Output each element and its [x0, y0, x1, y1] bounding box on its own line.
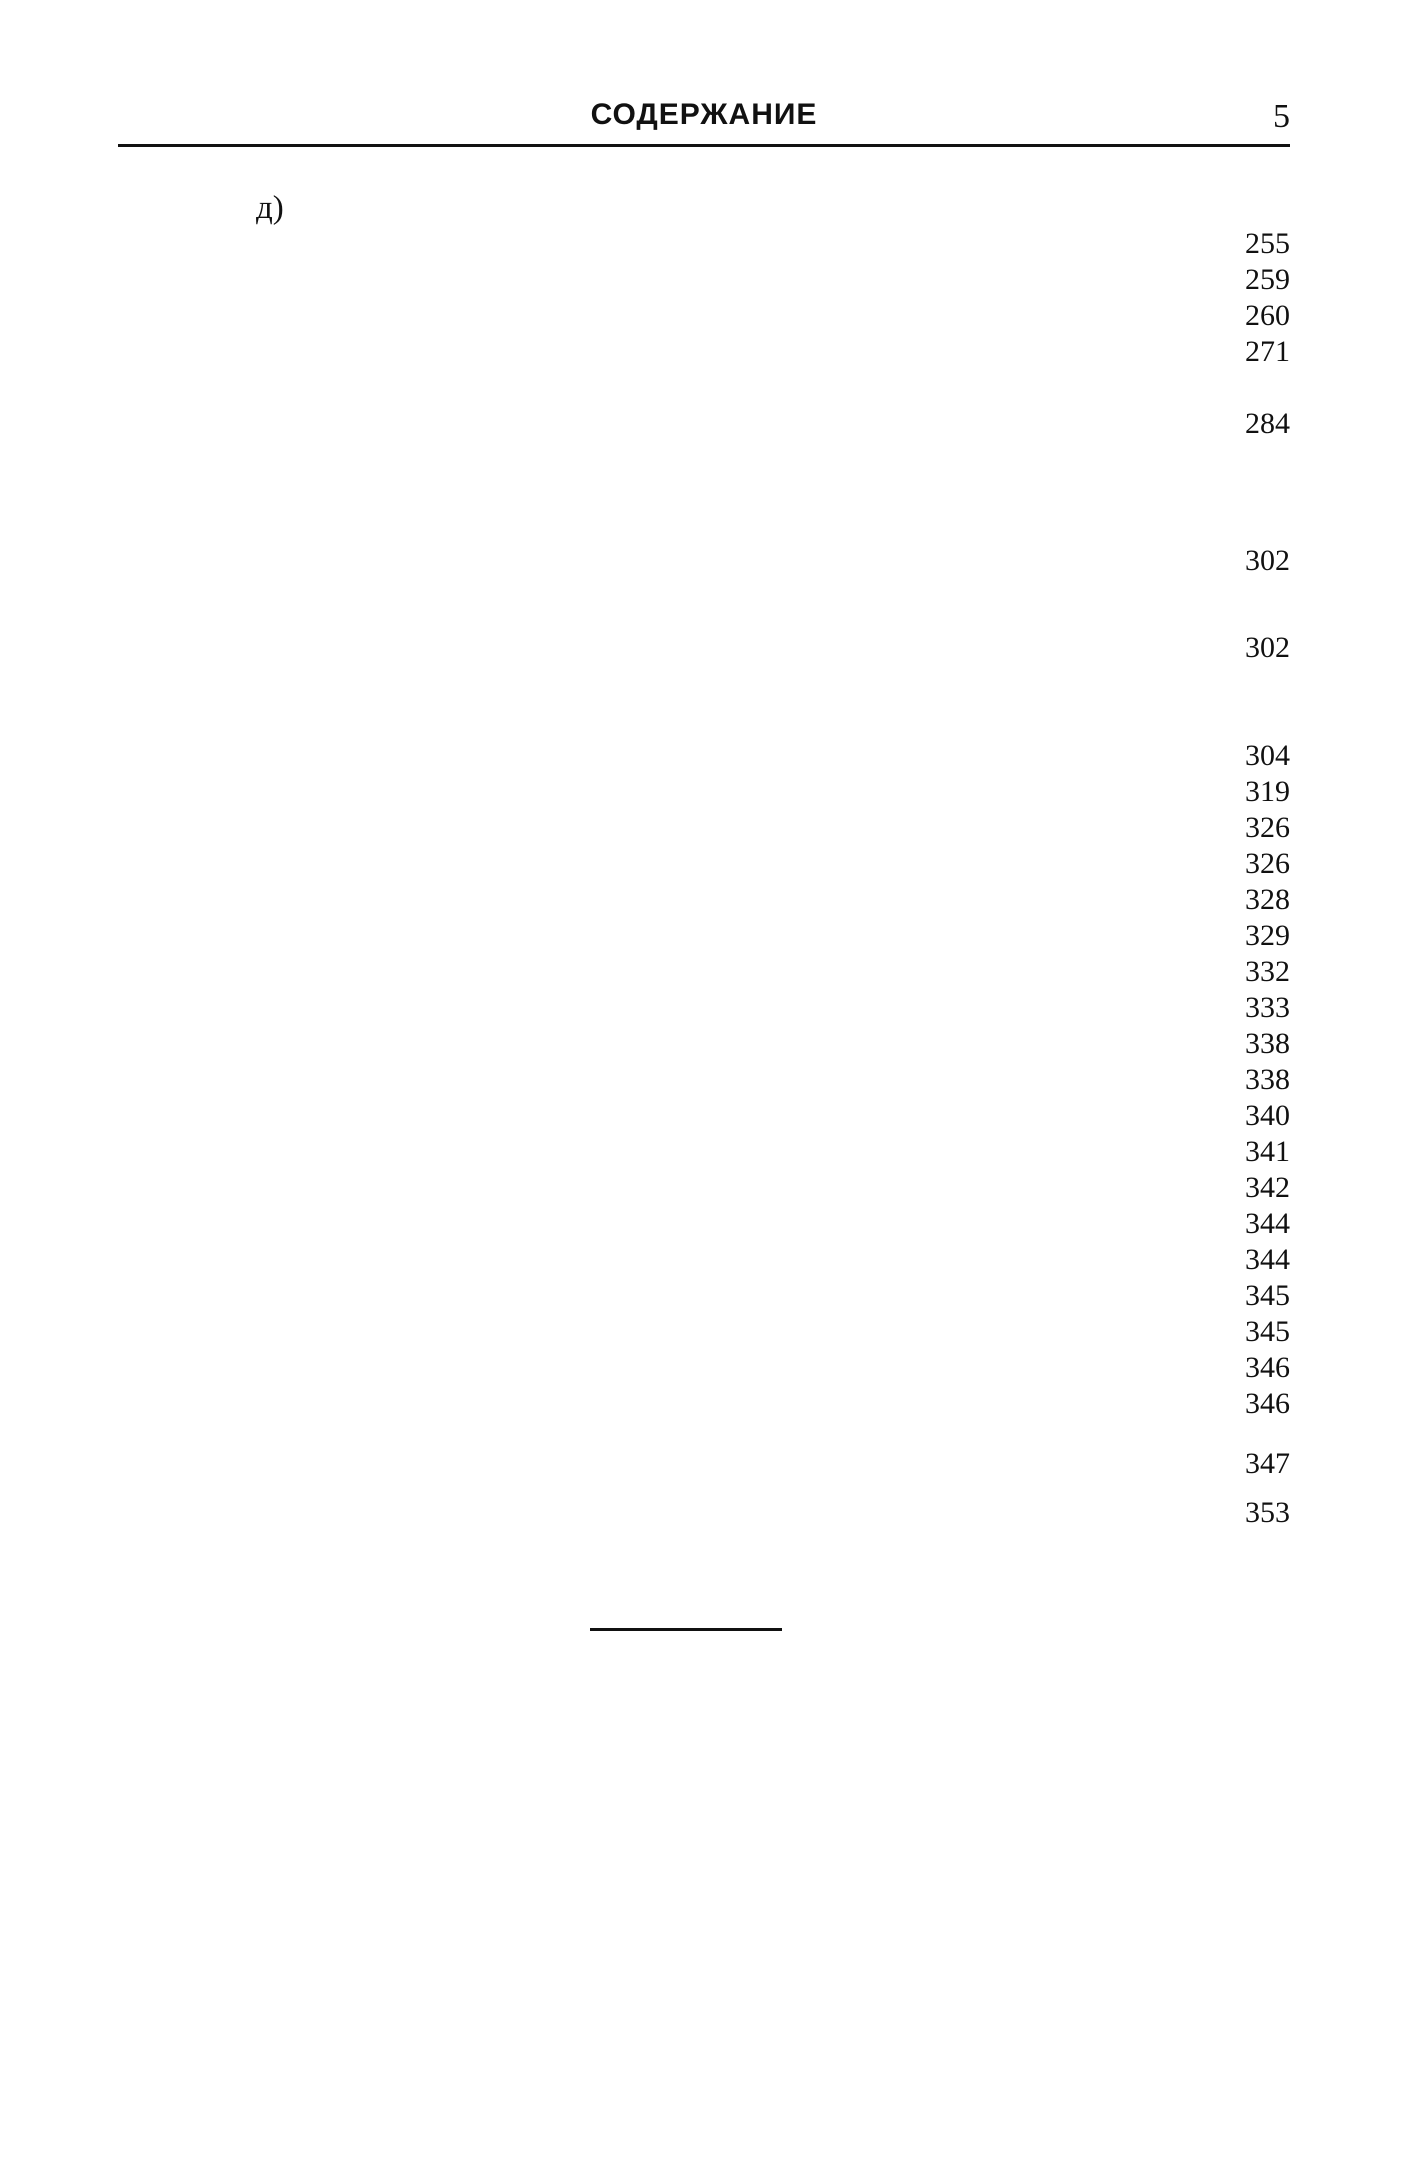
toc-entry-page: 332 — [1245, 955, 1290, 988]
toc-entry-page: 344 — [1245, 1243, 1290, 1276]
toc-entry-page: 329 — [1245, 919, 1290, 952]
toc-entry — [0, 990, 1300, 1026]
toc-entry — [0, 298, 1300, 334]
toc-entry-page: 338 — [1245, 1027, 1290, 1060]
toc-entry — [0, 1350, 1300, 1386]
toc-entry — [0, 190, 1210, 226]
toc-entry — [0, 1278, 1300, 1314]
running-title: СОДЕРЖАНИЕ — [590, 98, 818, 131]
toc-entry — [0, 702, 1300, 738]
toc-entry-page: 353 — [1245, 1496, 1290, 1529]
toc-entry — [0, 406, 1300, 442]
toc-entry — [0, 630, 1300, 666]
toc-entry-page: 345 — [1245, 1279, 1290, 1312]
toc-entry — [0, 262, 1300, 298]
toc-entry-page: 346 — [1245, 1351, 1290, 1384]
toc-entry-literature — [0, 1446, 1300, 1482]
toc-entry — [0, 954, 1300, 990]
toc-entry-page: 338 — [1245, 1063, 1290, 1096]
closing-rule — [590, 1628, 782, 1631]
toc-entry-page: 341 — [1245, 1135, 1290, 1168]
toc-entry-page: 326 — [1245, 847, 1290, 880]
toc-entry — [0, 1062, 1300, 1098]
toc-entry — [0, 594, 1300, 630]
toc-entry — [0, 1170, 1300, 1206]
toc-entry-label: д) — [256, 190, 284, 226]
page-number: 5 — [1273, 98, 1290, 135]
toc-entry-page: 344 — [1245, 1207, 1290, 1240]
toc-entry — [0, 666, 1300, 702]
toc-entry-page: 328 — [1245, 883, 1290, 916]
toc-entry — [0, 1314, 1300, 1350]
toc-entry-page: 260 — [1245, 299, 1290, 332]
toc-entry — [0, 1134, 1300, 1170]
toc-entry — [0, 846, 1300, 882]
toc-chapter — [0, 471, 1300, 507]
toc-entry — [0, 226, 1300, 262]
toc-entry-page: 346 — [1245, 1387, 1290, 1420]
toc-entry — [0, 738, 1300, 774]
toc-entry-page: 342 — [1245, 1171, 1290, 1204]
toc-entry — [0, 1098, 1300, 1134]
toc-entry-page: 255 — [1245, 227, 1290, 260]
toc-entry-page: 284 — [1245, 407, 1290, 440]
toc-entry-page: 345 — [1245, 1315, 1290, 1348]
toc-entry-page: 319 — [1245, 775, 1290, 808]
toc-entry — [0, 1026, 1300, 1062]
toc-entry — [0, 334, 1300, 370]
toc-entry-page: 340 — [1245, 1099, 1290, 1132]
toc-entry — [0, 918, 1300, 954]
toc-entry — [0, 1242, 1300, 1278]
toc-entry-page: 333 — [1245, 991, 1290, 1024]
toc-entry-index — [0, 1495, 1300, 1531]
toc-chapter — [0, 507, 1300, 543]
toc-entry — [0, 1206, 1300, 1242]
toc-entry-page: 347 — [1245, 1447, 1290, 1480]
toc-entry-page: 302 — [1245, 544, 1290, 577]
toc-entry-page: 326 — [1245, 811, 1290, 844]
toc-entry-page: 259 — [1245, 263, 1290, 296]
toc-entry — [0, 370, 1300, 406]
toc-chapter — [0, 543, 1300, 579]
toc-entry — [0, 810, 1300, 846]
toc-entry — [0, 1386, 1300, 1422]
toc-entry-page: 302 — [1245, 631, 1290, 664]
toc-entry — [0, 882, 1300, 918]
toc-entry — [0, 774, 1300, 810]
toc-entry-page: 304 — [1245, 739, 1290, 772]
toc-entry-page: 271 — [1245, 335, 1290, 368]
